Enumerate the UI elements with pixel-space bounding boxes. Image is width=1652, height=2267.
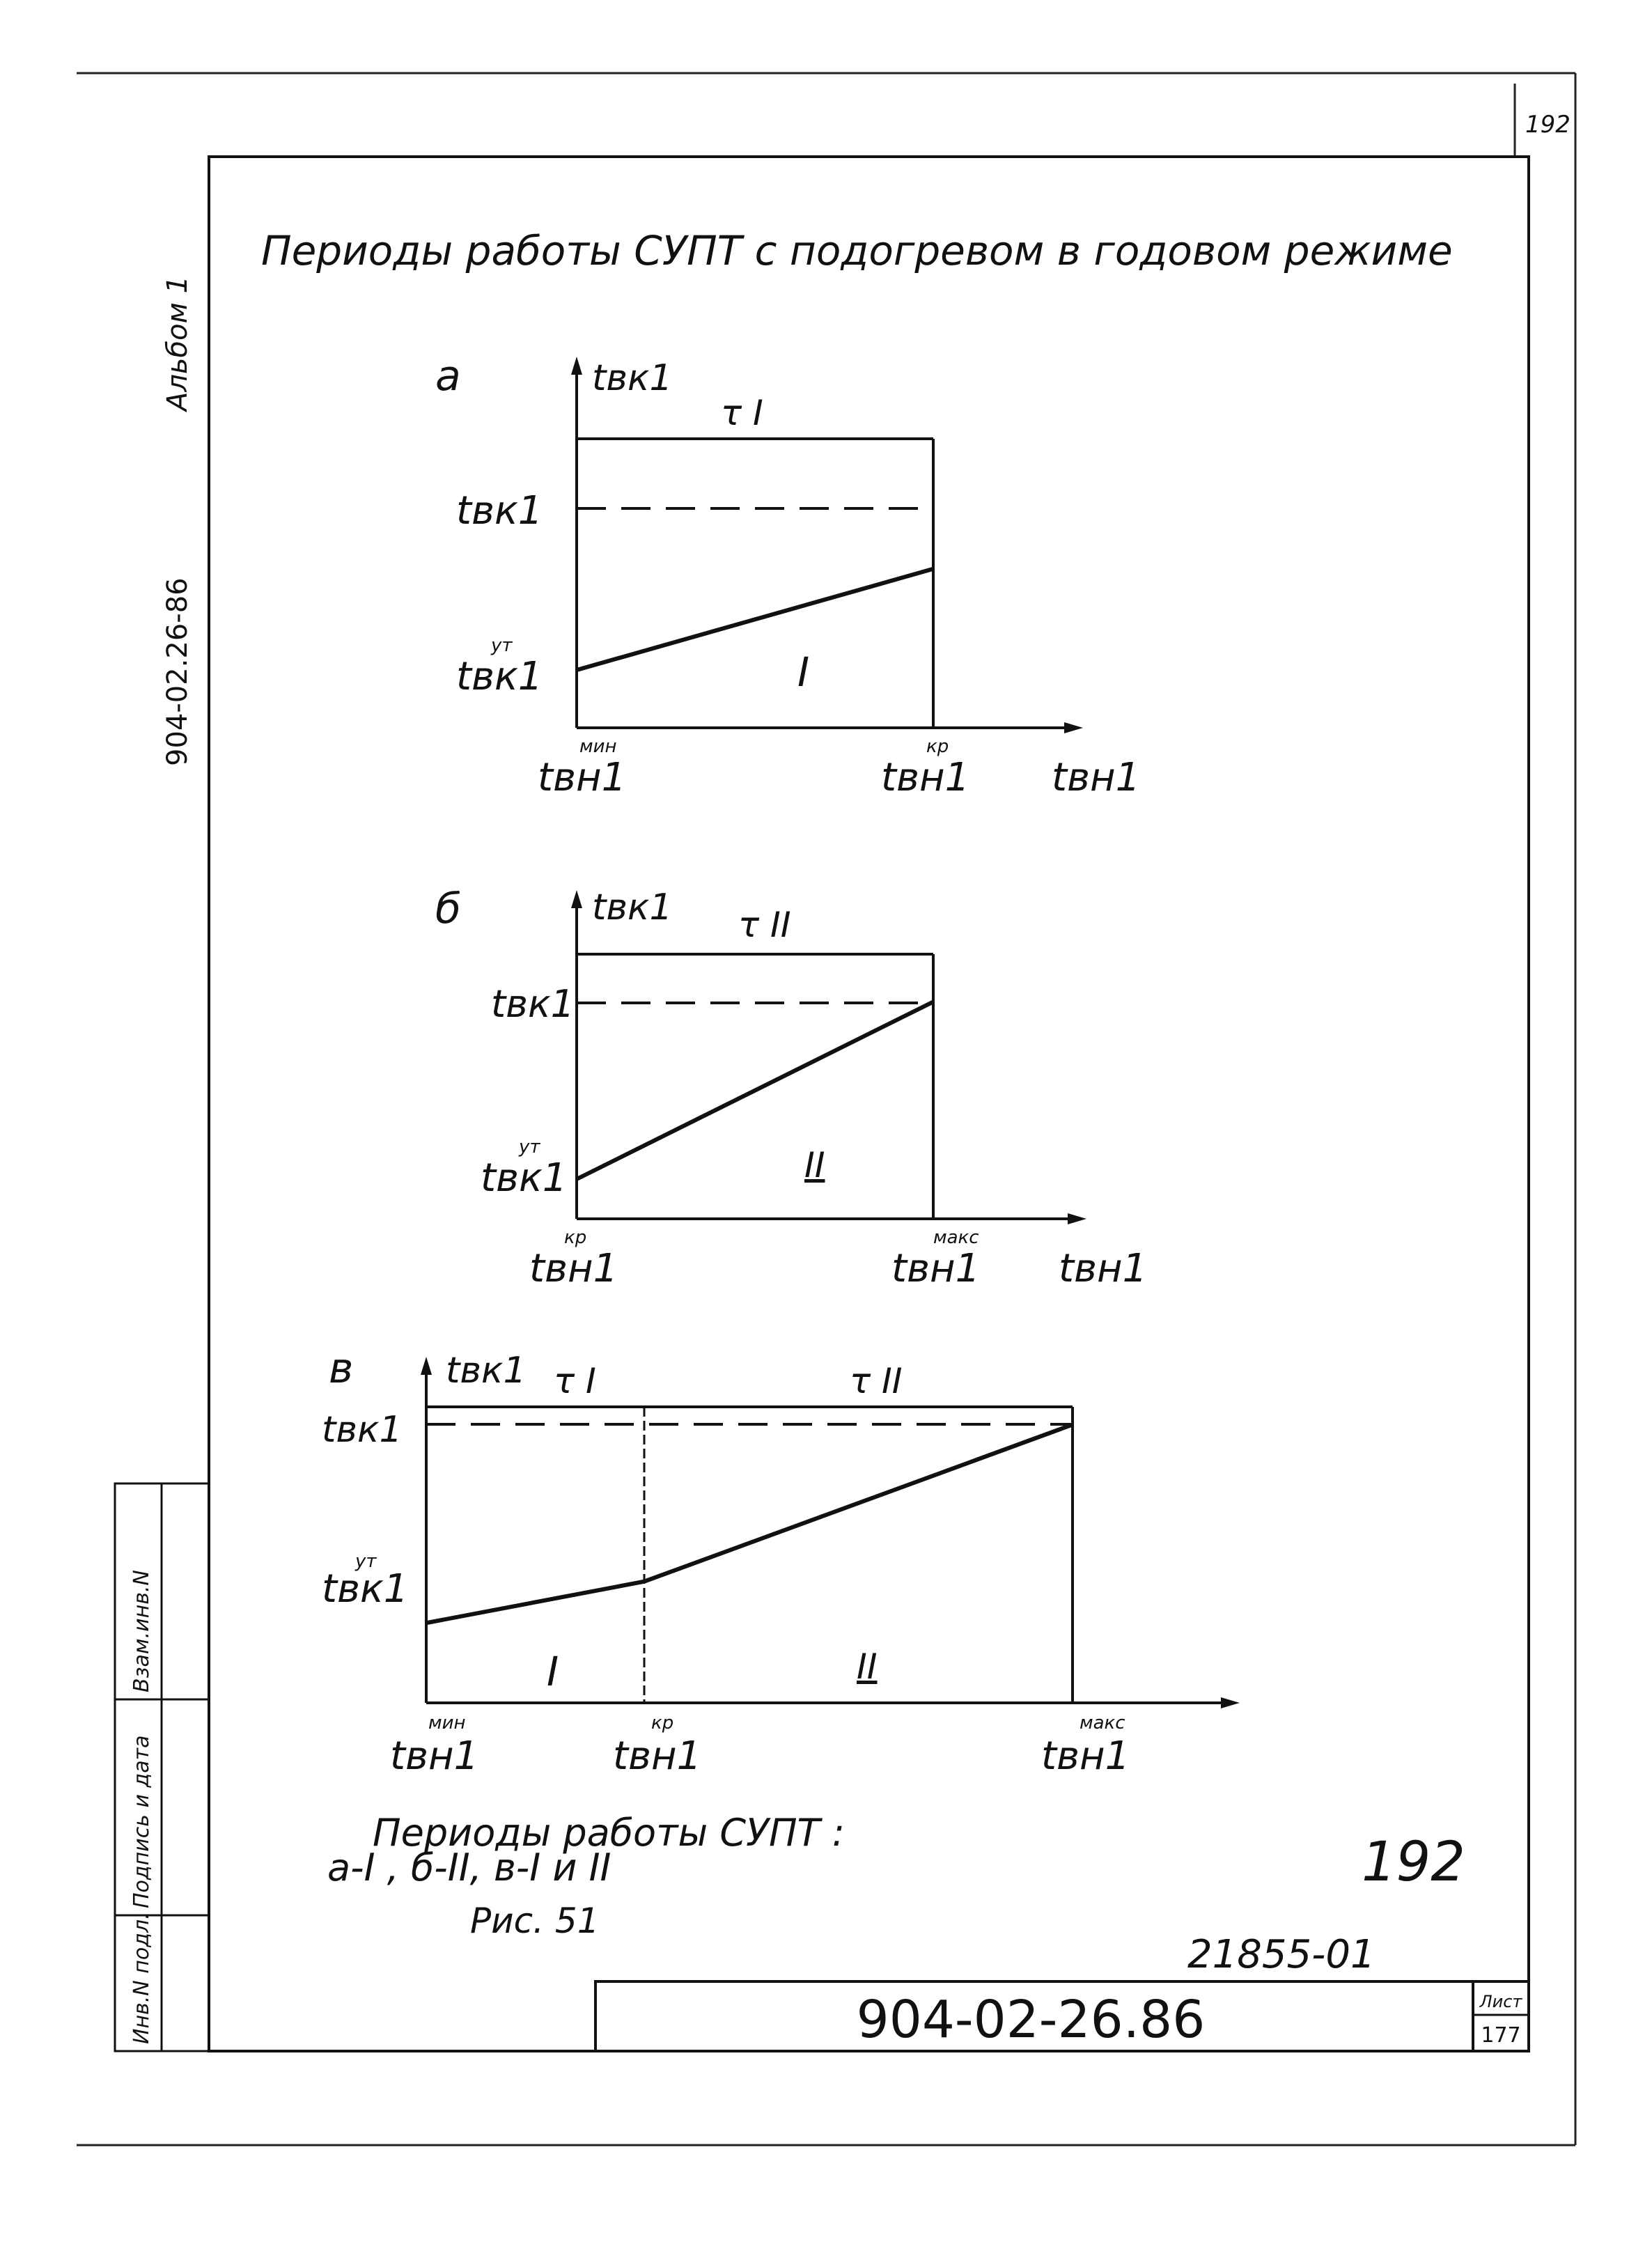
- diagram-c-x-mid: tвн1: [613, 1734, 702, 1779]
- handwritten-number: 192: [1362, 1831, 1465, 1894]
- diagram-b-x-left-sup: кр: [564, 1227, 587, 1248]
- diagram-a-x-left: tвн1: [538, 755, 627, 800]
- diagram-c-region2: II: [857, 1646, 878, 1687]
- diagram-a-curve: [577, 569, 933, 670]
- diagram-a: [435, 352, 1140, 800]
- diagram-b-x-right: tвн1: [891, 1246, 981, 1291]
- diagram-a-x-right-sup: кр: [926, 736, 949, 757]
- caption-line-1: Периоды работы СУПТ :: [373, 1811, 845, 1855]
- diagram-c-start-label: tвк1: [322, 1566, 409, 1612]
- diagram-b-x-left: tвн1: [529, 1246, 618, 1291]
- diagram-c-x-right-sup: макс: [1080, 1713, 1125, 1734]
- diagram-c-x-arrow: [1221, 1697, 1240, 1708]
- diagram-c-letter: в: [329, 1344, 354, 1393]
- diagram-b: [435, 885, 1147, 1291]
- caption-figure: Рис. 51: [470, 1901, 600, 1941]
- diagram-c-x-left-sup: мин: [428, 1713, 466, 1734]
- document-code: 904-02-26.86: [856, 1990, 1206, 2050]
- diagram-b-period-label: τ II: [738, 905, 791, 945]
- diagram-b-letter: б: [435, 885, 462, 933]
- diagram-b-level-label: tвк1: [491, 982, 575, 1026]
- diagram-a-x-arrow: [1064, 722, 1083, 733]
- diagram-a-start-label: tвк1: [456, 654, 543, 699]
- diagram-b-x-right-sup: макс: [933, 1227, 979, 1248]
- sheet-number: 177: [1481, 2023, 1521, 2048]
- diagram-c-level-label: tвк1: [322, 1409, 403, 1451]
- diagram-a-start-sup: ут: [491, 635, 513, 656]
- diagram-b-x-arrow: [1068, 1213, 1086, 1224]
- diagram-c-x-mid-sup: кр: [651, 1713, 674, 1734]
- diagram-b-curve: [577, 1002, 933, 1179]
- diagram-c-x-right: tвн1: [1041, 1734, 1130, 1779]
- title-block: [595, 1981, 1529, 2051]
- diagram-c: [322, 1344, 1240, 1779]
- diagram-b-y-arrow: [571, 890, 582, 908]
- diagram-a-x-left-sup: мин: [579, 736, 617, 757]
- caption-line-2: а-I , б-II, в-I и II: [327, 1846, 611, 1890]
- archive-number: 21855-01: [1187, 1932, 1376, 1977]
- corner-page-number: 192: [1525, 111, 1571, 139]
- stamp-signature-date: Подпись и дата: [130, 1735, 154, 1908]
- diagram-a-x-axis-label: tвн1: [1052, 755, 1141, 800]
- stamp-inv-original: Инв.N подл.: [130, 1912, 154, 2044]
- stamp-replaced-inv: Взам.инв.N: [130, 1570, 154, 1692]
- diagram-c-region1: I: [547, 1648, 559, 1695]
- diagram-c-start-sup: ут: [355, 1551, 377, 1572]
- diagram-b-region: II: [804, 1145, 825, 1185]
- diagram-b-y-label: tвк1: [592, 887, 673, 928]
- side-document-code: 904-02.26-86: [162, 577, 194, 766]
- drawing-title: Периоды работы СУПТ с подогревом в годовом режиме: [261, 227, 1453, 274]
- diagram-c-x-left: tвн1: [390, 1734, 479, 1779]
- diagram-a-region: I: [797, 648, 810, 696]
- diagram-a-level-label: tвк1: [456, 488, 543, 533]
- diagram-b-start-sup: ут: [519, 1137, 540, 1158]
- diagram-a-letter: а: [435, 352, 461, 400]
- side-stamp: [115, 1483, 209, 2051]
- diagram-a-y-label: tвк1: [592, 357, 673, 399]
- diagram-c-curve: [426, 1425, 1073, 1623]
- diagram-c-y-arrow: [421, 1357, 432, 1375]
- diagram-c-period2: τ II: [850, 1361, 903, 1401]
- sheet-label: Лист: [1479, 1992, 1522, 2011]
- album-label: Альбом 1: [162, 276, 194, 411]
- diagram-a-period-label: τ I: [721, 393, 763, 433]
- diagram-b-x-axis-label: tвн1: [1059, 1246, 1148, 1291]
- diagram-a-y-arrow: [571, 357, 582, 375]
- diagram-b-start-label: tвк1: [481, 1155, 568, 1201]
- diagram-a-x-right: tвн1: [881, 755, 970, 800]
- diagram-c-y-label: tвк1: [446, 1350, 527, 1392]
- diagram-c-period1: τ I: [554, 1361, 596, 1401]
